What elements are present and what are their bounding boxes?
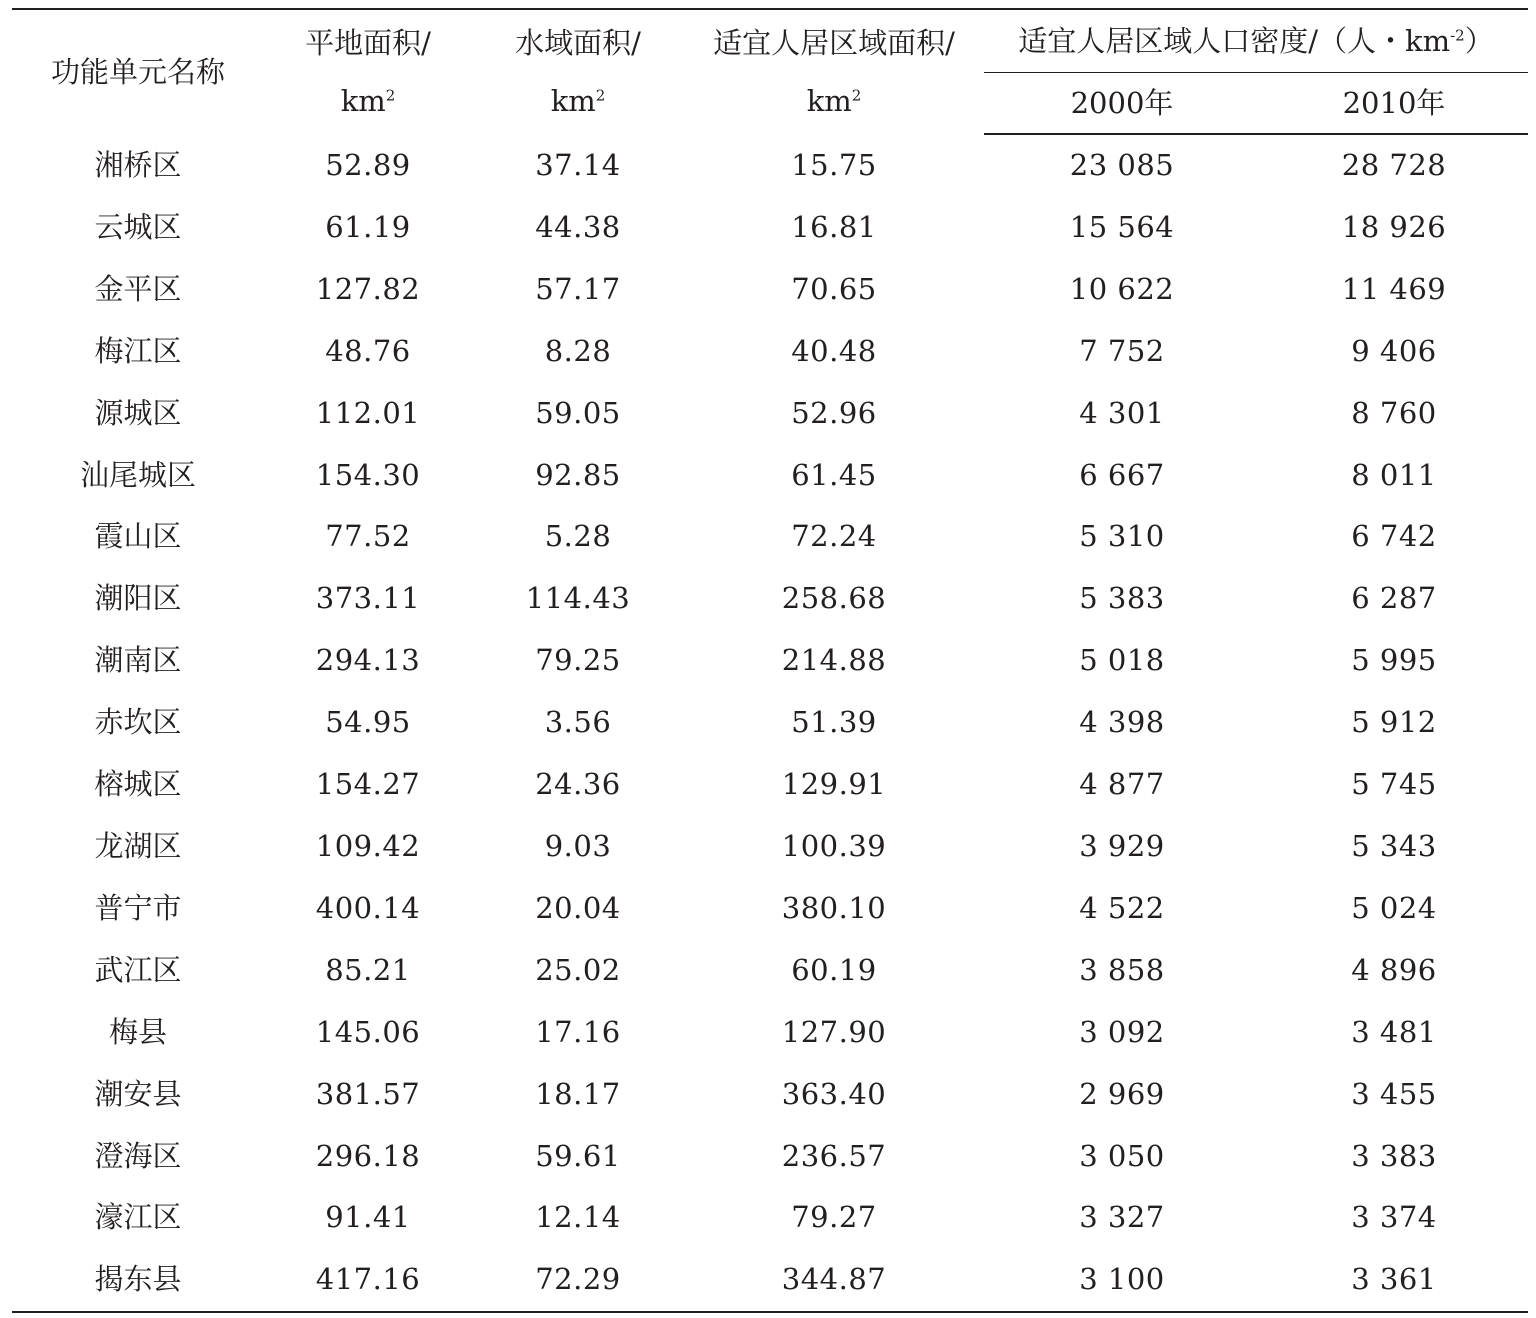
cell-unit-name: 榕城区 [94,767,182,802]
cell-unit-name: 武江区 [94,952,182,987]
table-row [12,1064,1528,1126]
table-body [12,134,1528,1312]
cell-unit-name: 汕尾城区 [79,457,196,492]
col-header-water-area-unit: $km^2$ [550,84,606,118]
cell-flat-area: 85.21 [325,952,411,987]
cell-unit-name: 赤坎区 [94,705,182,740]
cell-livable-area: 344.87 [684,1249,984,1312]
header-row-top [12,9,1528,73]
cell-flat-area: 52.89 [325,147,411,182]
cell-density-2010: 9 406 [1351,333,1437,368]
cell-livable-area: 70.65 [791,271,877,306]
cell-water-area: 79.25 [535,643,621,678]
cell-unit-name: 龙湖区 [94,828,182,863]
population-density-table [12,8,1528,1313]
cell-flat-area: 77.52 [325,519,411,554]
cell-unit-name: 揭东县 [12,1249,264,1312]
cell-density-2000: 2 969 [1079,1076,1165,1111]
col-header-livable-area-label: 适宜人居区域面积/ [713,26,955,60]
table-row [12,816,1528,878]
cell-water-area: 8.28 [544,333,612,368]
col-header-water-area [472,9,684,134]
table-row [12,878,1528,940]
cell-flat-area: 154.30 [315,457,421,492]
cell-unit-name: 霞山区 [94,519,182,554]
cell-density-2010: 3 383 [1351,1138,1437,1173]
cell-density-2010: 28 728 [1341,148,1447,182]
col-header-flat-area-unit: $km^2$ [340,84,396,118]
table-row [12,1187,1528,1249]
table-row [12,630,1528,692]
cell-density-2010: 3 361 [1260,1249,1528,1312]
col-header-flat-area-label: 平地面积/ [305,26,431,60]
cell-unit-name: 源城区 [94,395,182,430]
cell-density-2010: 3 455 [1351,1076,1437,1111]
cell-flat-area: 109.42 [315,828,421,863]
cell-water-area: 3.56 [544,705,612,740]
col-header-livable-area [684,9,984,134]
cell-water-area: 44.38 [535,209,621,244]
cell-livable-area: 61.45 [791,457,877,492]
cell-density-2000: 3 327 [1079,1200,1165,1235]
cell-density-2000: 4 301 [1079,395,1165,430]
cell-density-2000: 23 085 [1069,148,1175,182]
cell-density-2000: 3 050 [1079,1138,1165,1173]
cell-density-2010: 8 760 [1351,395,1437,430]
cell-water-area: 59.61 [535,1138,621,1173]
cell-livable-area: 100.39 [781,828,887,863]
cell-flat-area: 48.76 [325,333,411,368]
cell-unit-name: 濠江区 [94,1200,182,1235]
table-row [12,445,1528,507]
cell-water-area: 57.17 [535,271,621,306]
cell-density-2000: 3 100 [984,1249,1260,1312]
table-row [12,1002,1528,1064]
cell-density-2010: 3 374 [1351,1200,1437,1235]
cell-unit-name: 普宁市 [94,890,182,925]
cell-density-2000: 7 752 [1079,333,1165,368]
cell-water-area: 18.17 [535,1076,621,1111]
cell-density-2010: 5 995 [1351,643,1437,678]
cell-livable-area: 15.75 [791,147,877,182]
cell-density-2010: 5 912 [1351,705,1437,740]
cell-density-2010: 8 011 [1351,457,1437,492]
cell-livable-area: 16.81 [791,209,877,244]
cell-density-2000: 5 018 [1079,643,1165,678]
table-row [12,321,1528,383]
cell-unit-name: 潮安县 [94,1076,182,1111]
col-header-flat-area [264,9,472,134]
cell-livable-area: 236.57 [781,1138,887,1173]
cell-water-area: 12.14 [535,1200,621,1235]
cell-livable-area: 380.10 [781,890,887,925]
cell-flat-area: 112.01 [315,395,421,430]
table-row [12,383,1528,445]
cell-livable-area: 363.40 [781,1076,887,1111]
cell-unit-name: 澄海区 [94,1138,182,1173]
cell-flat-area: 373.11 [315,581,421,616]
table-row [12,568,1528,630]
col-header-livable-area-unit: $km^2$ [806,84,862,118]
cell-density-2000: 3 092 [1079,1014,1165,1049]
cell-density-2010: 5 745 [1351,767,1437,802]
table-row [12,259,1528,321]
table-row [12,1249,1528,1312]
cell-flat-area: 154.27 [315,767,421,802]
table-row [12,692,1528,754]
cell-density-2000: 5 383 [1079,581,1165,616]
cell-livable-area: 129.91 [781,767,887,802]
cell-livable-area: 40.48 [791,333,877,368]
cell-flat-area: 381.57 [315,1076,421,1111]
cell-density-2010: 18 926 [1341,209,1447,244]
cell-water-area: 25.02 [535,952,621,987]
cell-density-2000: 6 667 [1079,457,1165,492]
cell-unit-name: 云城区 [94,209,182,244]
cell-water-area: 20.04 [535,890,621,925]
cell-density-2010: 5 024 [1351,890,1437,925]
cell-flat-area: 61.19 [325,209,411,244]
col-header-density-group: 适宜人居区域人口密度/（人・$km^{-2}$） [984,9,1528,73]
cell-water-area: 37.14 [535,147,621,182]
cell-flat-area: 417.16 [264,1249,472,1312]
cell-density-2000: 5 310 [1079,519,1165,554]
cell-flat-area: 91.41 [325,1200,411,1235]
cell-water-area: 92.85 [535,457,621,492]
cell-flat-area: 296.18 [315,1138,421,1173]
cell-density-2000: 4 398 [1079,705,1165,740]
cell-water-area: 9.03 [544,828,612,863]
cell-density-2010: 11 469 [1341,271,1447,306]
cell-unit-name: 潮南区 [94,643,182,678]
table-header [12,9,1528,134]
table-row [12,197,1528,259]
cell-unit-name: 梅江区 [94,333,182,368]
table-row [12,940,1528,1002]
table-row [12,754,1528,816]
cell-density-2000: 4 877 [1079,767,1165,802]
cell-flat-area: 127.82 [315,271,421,306]
cell-livable-area: 72.24 [791,519,877,554]
table-row [12,134,1528,197]
cell-flat-area: 400.14 [315,890,421,925]
cell-livable-area: 214.88 [781,643,887,678]
cell-water-area: 5.28 [544,519,612,554]
cell-unit-name: 湘桥区 [94,147,182,182]
cell-flat-area: 294.13 [315,643,421,678]
cell-density-2000: 3 929 [1079,828,1165,863]
cell-livable-area: 52.96 [791,395,877,430]
col-header-unit-name: 功能单元名称 [12,9,264,134]
cell-density-2010: 4 896 [1351,952,1437,987]
cell-density-2000: 4 522 [1079,890,1165,925]
cell-density-2010: 3 481 [1351,1014,1437,1049]
cell-flat-area: 54.95 [325,705,411,740]
cell-water-area: 114.43 [525,581,631,616]
col-header-water-area-label: 水域面积/ [515,26,641,60]
table-row [12,506,1528,568]
cell-water-area: 72.29 [472,1249,684,1312]
cell-density-2010: 6 742 [1351,519,1437,554]
cell-livable-area: 60.19 [791,952,877,987]
cell-livable-area: 51.39 [791,705,877,740]
cell-unit-name: 梅县 [108,1014,167,1049]
cell-density-2010: 6 287 [1351,581,1437,616]
cell-livable-area: 127.90 [781,1014,887,1049]
cell-unit-name: 潮阳区 [94,581,182,616]
cell-livable-area: 258.68 [781,581,887,616]
cell-water-area: 59.05 [535,395,621,430]
cell-density-2000: 10 622 [1069,271,1175,306]
col-header-year-2010: 2010年 [1260,73,1528,135]
cell-density-2010: 5 343 [1351,828,1437,863]
cell-density-2000: 15 564 [1069,209,1175,244]
col-header-year-2000: 2000年 [984,73,1260,135]
cell-density-2000: 3 858 [1079,952,1165,987]
cell-livable-area: 79.27 [791,1200,877,1235]
cell-flat-area: 145.06 [315,1014,421,1049]
table-row [12,1126,1528,1188]
cell-water-area: 17.16 [535,1014,621,1049]
cell-unit-name: 金平区 [94,271,182,306]
cell-water-area: 24.36 [535,767,621,802]
